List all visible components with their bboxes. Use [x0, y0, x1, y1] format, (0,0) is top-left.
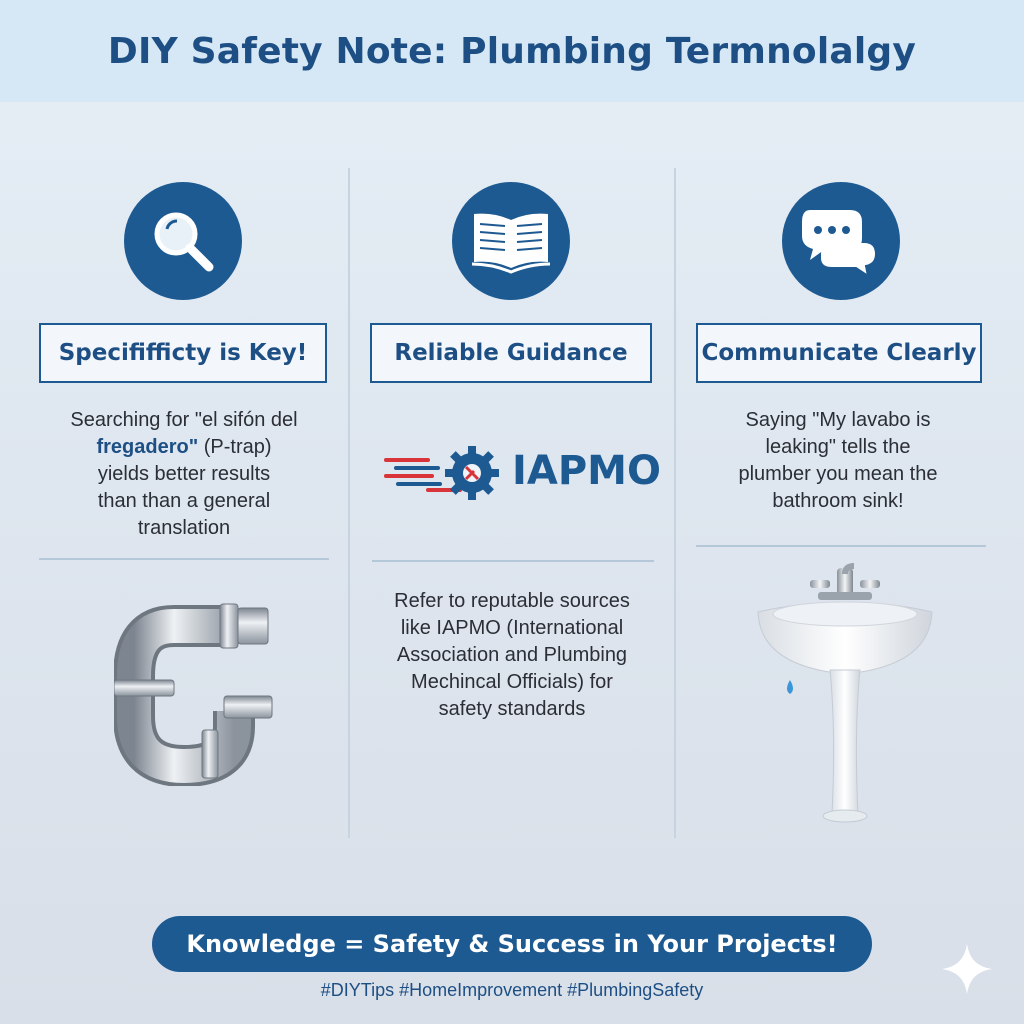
specificity-text: Searching for "el sifón del fregadero" (P-trap) yields better results than than a general translation: [70, 409, 298, 539]
hashtags: #DIYTips #HomeImprovement #PlumbingSafety: [320, 980, 704, 1000]
section-rule: [39, 558, 329, 560]
label-specificity: Specififficty is Key!: [39, 323, 327, 383]
p-trap-pipe-illustration: [114, 596, 284, 786]
guidance-text: Refer to reputable sources like IAPMO (International Association and Plumbing Mechincal Officials) for safety standards: [394, 590, 630, 720]
page-title: DIY Safety Note: Plumbing Termnolalgy: [107, 30, 917, 72]
communicate-text: Saying "My lavabo is leaking" tells the plumber you mean the bathroom sink!: [738, 409, 938, 512]
speech-bubbles-icon: [782, 182, 900, 300]
column-specificity: [22, 0, 346, 1024]
pedestal-sink-illustration: [750, 562, 940, 832]
label-communicate: Communicate Clearly: [696, 323, 982, 383]
footer-banner: Knowledge = Safety & Success in Your Projects!: [152, 916, 872, 972]
iapmo-logo-text: IAPMO: [512, 448, 661, 494]
open-book-icon: [452, 182, 570, 300]
sparkle-icon: [940, 942, 994, 996]
section-rule: [372, 560, 654, 562]
column-communicate: [676, 0, 1000, 1024]
magnifier-icon: [124, 182, 242, 300]
column-guidance: [350, 0, 674, 1024]
label-guidance: Reliable Guidance: [370, 323, 652, 383]
section-rule: [696, 545, 986, 547]
